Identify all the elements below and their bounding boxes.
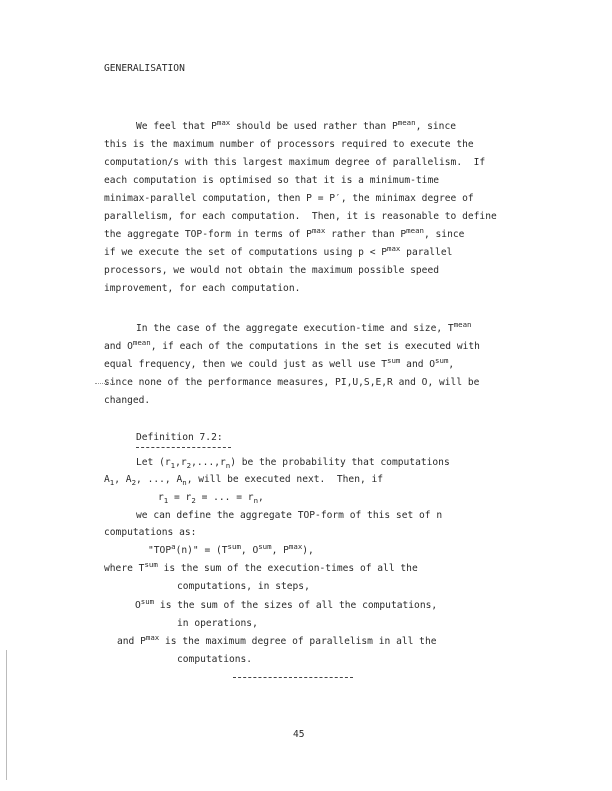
definition-end-rule bbox=[233, 677, 353, 678]
pmax-line: and $P^{max}$ is the maximum degree of parallelism in all the bbox=[117, 633, 437, 647]
page-number: 45 bbox=[293, 729, 305, 740]
para1-line-9: processors, we would not obtain the maximum possible speed bbox=[104, 265, 440, 276]
definition-line-2: $A_1$, $A_2$, ..., $A_n$, will be executed next. Then, if bbox=[104, 474, 384, 487]
para1-line-8: if we execute the set of computations using $p < P^{max}$ parallel bbox=[104, 244, 453, 258]
para2-line-2: and $O^{mean}$, if each of the computations in the set is executed with bbox=[104, 338, 480, 352]
definition-title: Definition 7.2: bbox=[136, 432, 223, 443]
where-tsum-line: where $T^{sum}$ is the sum of the execution-times of all the bbox=[104, 560, 418, 574]
definition-line-3: $r_1 = r_2$ = ... = $r_n$, bbox=[158, 492, 264, 505]
pmax-continuation: computations. bbox=[177, 654, 253, 665]
top-form-equation: "$TOP^a(n)$" = ($T^{sum}$, $O^{sum}$, $P^{max}$), bbox=[148, 542, 314, 556]
definition-line-4: we can define the aggregate TOP-form of this set of n bbox=[136, 510, 443, 521]
para1-line-1: We feel that $P^{max}$ should be used rather than $P^{mean}$, since bbox=[136, 118, 456, 132]
scan-margin-mark bbox=[95, 383, 117, 386]
osum-line: $O^{sum}$ is the sum of the sizes of all the computations, bbox=[135, 597, 438, 611]
para1-line-6: parallelism, for each computation. Then, it is reasonable to define bbox=[104, 211, 497, 222]
para1-line-4: each computation is optimised so that it is a minimum-time bbox=[104, 175, 440, 186]
para1-line-2: this is the maximum number of processors required to execute the bbox=[104, 139, 474, 150]
scan-edge-line bbox=[6, 650, 7, 780]
osum-continuation: in operations, bbox=[177, 618, 258, 629]
definition-line-1: Let $(r_1,r_2,...,r_n)$ be the probability that computations bbox=[136, 457, 450, 470]
para2-line-1: In the case of the aggregate execution-time and size, $T^{mean}$ bbox=[136, 320, 472, 334]
para1-line-5: minimax-parallel computation, then P = P′, the minimax degree of bbox=[104, 193, 474, 204]
definition-title-underline bbox=[136, 447, 231, 448]
definition-line-5: computations as: bbox=[104, 527, 197, 538]
para1-line-10: improvement, for each computation. bbox=[104, 283, 301, 294]
para2-line-3: equal frequency, then we could just as well use $T^{sum}$ and $O^{sum}$, bbox=[104, 356, 455, 370]
para2-line-5: changed. bbox=[104, 395, 151, 406]
tsum-continuation: computations, in steps, bbox=[177, 581, 310, 592]
para2-line-4: since none of the performance measures, PI,U,S,E,R and O, will be bbox=[104, 377, 480, 388]
para1-line-3: computation/s with this largest maximum degree of parallelism. If bbox=[104, 157, 486, 168]
para1-line-7: the aggregate TOP-form in terms of $P^{max}$ rather than $P^{mean}$, since bbox=[104, 226, 465, 240]
section-heading: GENERALISATION bbox=[104, 63, 185, 74]
